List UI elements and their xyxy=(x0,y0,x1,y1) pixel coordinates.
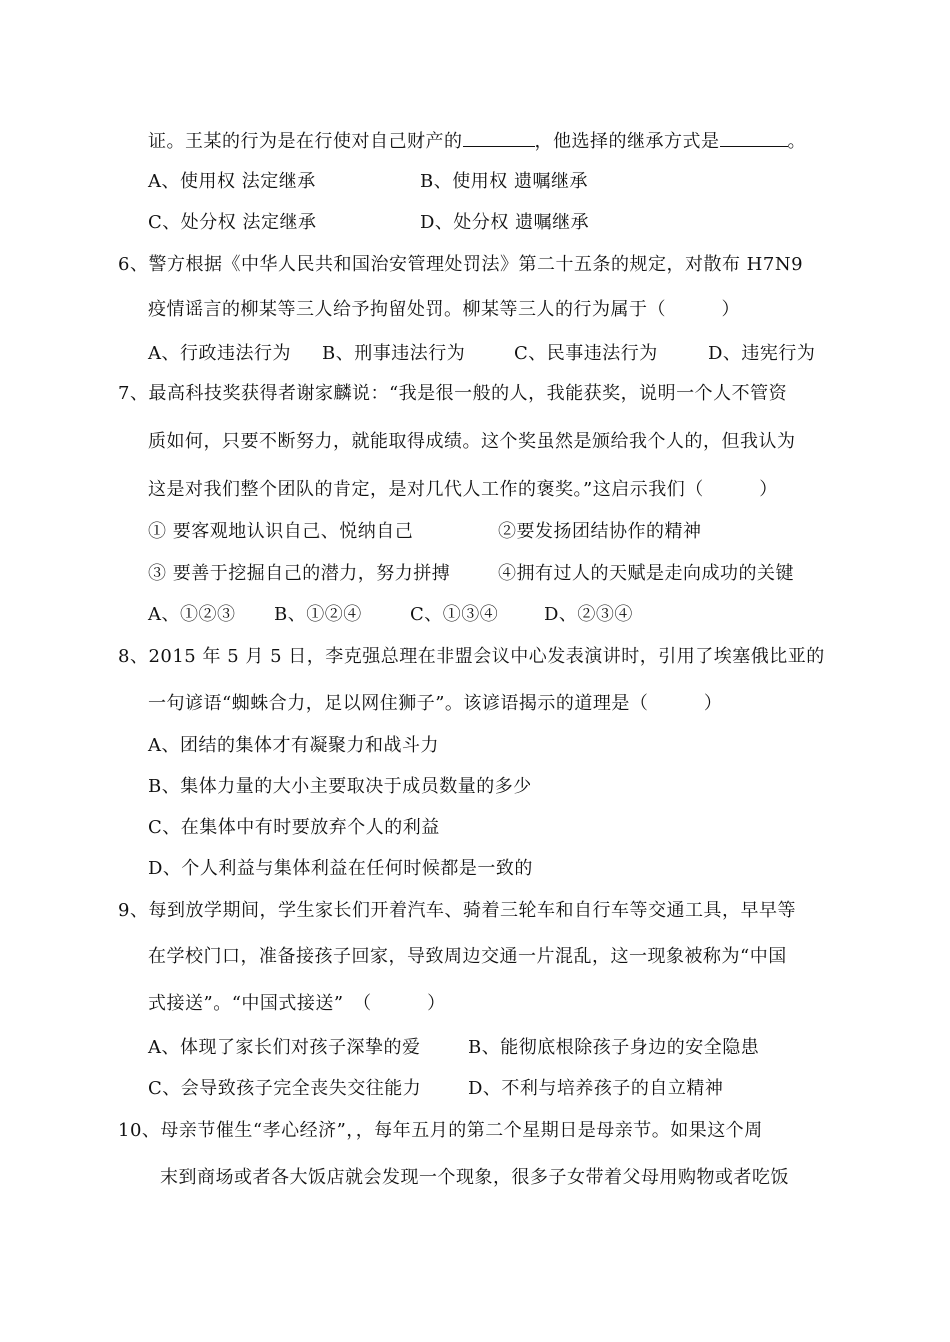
q9-line-2: 在学校门口，准备接孩子回家，导致周边交通一片混乱，这一现象被称为“中国 xyxy=(148,946,787,967)
q5-stem xyxy=(148,128,806,154)
q5-blank-2 xyxy=(720,128,788,147)
q9-opt-b: B、能彻底根除孩子身边的安全隐患 xyxy=(468,1037,760,1058)
q8-opt-b: B、集体力量的大小主要取决于成员数量的多少 xyxy=(148,776,532,797)
q9-line-1: 9、每到放学期间，学生家长们开着汽车、骑着三轮车和自行车等交通工具，早早等 xyxy=(118,900,796,921)
q9-opt-a: A、体现了家长们对孩子深挚的爱 xyxy=(148,1037,421,1058)
q7-item-2: ②要发扬团结协作的精神 xyxy=(498,521,702,542)
q6-opt-b: B、刑事违法行为 xyxy=(322,343,466,364)
q7-item-1: ① 要客观地认识自己、悦纳自己 xyxy=(148,521,414,542)
q7-item-4: ④拥有过人的天赋是走向成功的关键 xyxy=(498,563,794,584)
q7-line-3: 这是对我们整个团队的肯定，是对几代人工作的褒奖。”这启示我们（ ） xyxy=(148,479,778,500)
q7-opt-c: C、①③④ xyxy=(410,604,499,625)
q7-opt-d: D、②③④ xyxy=(544,604,633,625)
q8-opt-a: A、团结的集体才有凝聚力和战斗力 xyxy=(148,735,439,756)
q7-opt-a: A、①②③ xyxy=(148,604,236,625)
q5-opt-c: C、处分权 法定继承 xyxy=(148,212,317,233)
q5-stem-part1: 证。王某的行为是在行使对自己财产的 xyxy=(148,131,463,152)
q5-blank-1 xyxy=(463,128,535,147)
q6-opt-d: D、违宪行为 xyxy=(708,343,816,364)
q7-item-3: ③ 要善于挖掘自己的潜力，努力拼搏 xyxy=(148,563,451,584)
q8-line-2: 一句谚语“蜘蛛合力，足以网住狮子”。该谚语揭示的道理是（ ） xyxy=(148,693,723,714)
q9-line-3: 式接送”。“中国式接送” （ ） xyxy=(148,993,446,1014)
q5-stem-part3: 。 xyxy=(787,131,806,152)
q5-opt-d: D、处分权 遗嘱继承 xyxy=(420,212,590,233)
q7-opt-b: B、①②④ xyxy=(274,604,362,625)
q10-line-1: 10、母亲节催生“孝心经济”，，每年五月的第二个星期日是母亲节。如果这个周 xyxy=(118,1120,763,1141)
q9-opt-c: C、会导致孩子完全丧失交往能力 xyxy=(148,1078,422,1099)
q8-line-1: 8、2015 年 5 月 5 日，李克强总理在非盟会议中心发表演讲时，引用了埃塞俄比亚的 xyxy=(118,646,825,667)
q8-opt-c: C、在集体中有时要放弃个人的利益 xyxy=(148,817,440,838)
q6-opt-c: C、民事违法行为 xyxy=(514,343,658,364)
q6-opt-a: A、行政违法行为 xyxy=(148,343,291,364)
q7-line-2: 质如何，只要不断努力，就能取得成绩。这个奖虽然是颁给我个人的，但我认为 xyxy=(148,431,796,452)
q6-line-2: 疫情谣言的柳某等三人给予拘留处罚。柳某等三人的行为属于（ ） xyxy=(148,299,740,320)
q6-line-1: 6、警方根据《中华人民共和国治安管理处罚法》第二十五条的规定，对散布 H7N9 xyxy=(118,254,804,275)
q8-opt-d: D、个人利益与集体利益在任何时候都是一致的 xyxy=(148,858,533,879)
q5-opt-a: A、使用权 法定继承 xyxy=(148,171,316,192)
q9-opt-d: D、不利与培养孩子的自立精神 xyxy=(468,1078,724,1099)
q7-line-1: 7、最高科技奖获得者谢家麟说：“我是很一般的人，我能获奖，说明一个人不管资 xyxy=(118,383,788,404)
q5-opt-b: B、使用权 遗嘱继承 xyxy=(420,171,588,192)
q10-line-2: 末到商场或者各大饭店就会发现一个现象，很多子女带着父母用购物或者吃饭 xyxy=(160,1167,789,1188)
q5-stem-part2: ，他选择的继承方式是 xyxy=(534,131,720,152)
